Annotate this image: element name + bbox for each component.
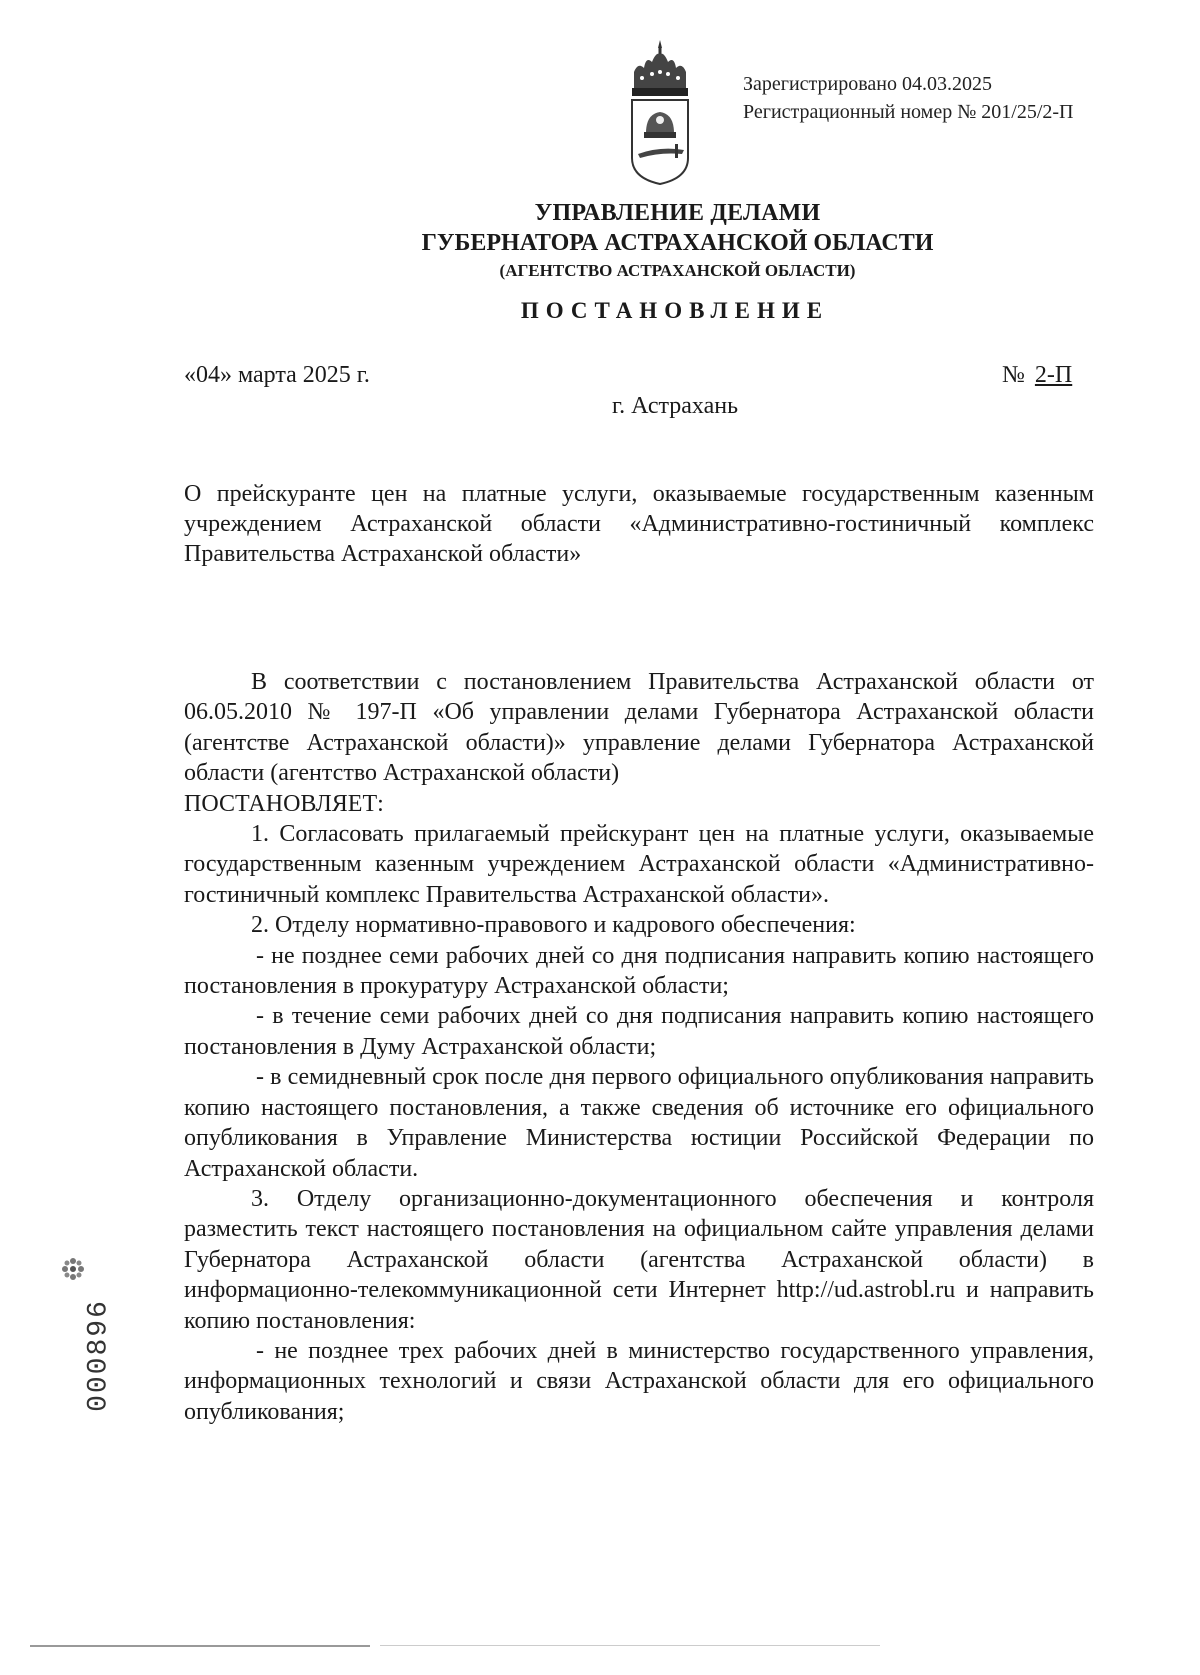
- list-subitem: - в течение семи рабочих дней со дня подписания направить копию настоящего постановления в Думу Астраханской области;: [184, 1003, 1094, 1060]
- list-item: 3. Отделу организационно-документационного обеспечения и контроля разместить текст настоящего постановления на официальном сайте управления делами Губернатора Астраханской области (агентства Астраханской области) в информационно-телекоммуникационной сети Интернет http://ud.astrobl.ru и направить копию постановления:: [184, 1185, 1094, 1334]
- agency-subtitle: (АГЕНТСТВО АСТРАХАНСКОЙ ОБЛАСТИ): [499, 261, 856, 280]
- list-subitem: - в семидневный срок после дня первого официального опубликования направить копию настоящего постановления, а также сведения об источнике его официального опубликования в Управление Министерства юстиции Российской Федерации по Астраханской области.: [184, 1064, 1094, 1182]
- document-city: г. Астрахань: [611, 393, 739, 419]
- flower-mark-icon: [60, 1256, 86, 1282]
- coat-of-arms-icon: [620, 38, 700, 188]
- bottom-divider: [380, 1645, 880, 1646]
- serial-number: 000896: [83, 1299, 115, 1412]
- document-number: [1002, 362, 1072, 389]
- resolves-heading: ПОСТАНОВЛЯЕТ:: [184, 790, 384, 817]
- agency-name-line1: УПРАВЛЕНИЕ ДЕЛАМИ: [534, 200, 821, 226]
- bottom-divider: [30, 1645, 370, 1647]
- agency-name-line2: ГУБЕРНАТОРА АСТРАХАНСКОЙ ОБЛАСТИ: [421, 230, 934, 256]
- registration-stamp: [743, 70, 1074, 126]
- list-item: 1. Согласовать прилагаемый прейскурант цен на платные услуги, оказываемые государственным казенным учреждением Астраханской области «Административно-гостиничный комплекс Правительства Астраханской области».: [184, 821, 1094, 908]
- registration-number: Регистрационный номер № 201/25/2-П: [743, 101, 1074, 123]
- document-header: [0, 198, 1200, 284]
- document-body: [184, 667, 1094, 1427]
- list-subitem: - не позднее семи рабочих дней со дня подписания направить копию настоящего постановления в прокуратуру Астраханской области;: [184, 942, 1094, 1000]
- document-number-value: 2-П: [1034, 362, 1073, 388]
- list-item: 2. Отделу нормативно-правового и кадрового обеспечения:: [251, 912, 856, 939]
- document-type-title: ПОСТАНОВЛЕНИЕ: [520, 298, 830, 323]
- list-subitem: - не позднее трех рабочих дней в министерство государственного управления, информационных технологий и связи Астраханской области для его официального опубликования;: [184, 1337, 1094, 1425]
- document-number-label: №: [1002, 362, 1025, 388]
- document-subject: О прейскуранте цен на платные услуги, оказываемые государственным казенным учреждением Астраханской области «Административно-гостиничный комплекс Правительства Астраханской области»: [184, 481, 1094, 567]
- registration-date: Зарегистрировано 04.03.2025: [743, 73, 993, 95]
- document-date: «04» марта 2025 г.: [184, 362, 370, 388]
- preamble-paragraph: В соответствии с постановлением Правительства Астраханской области от 06.05.2010 № 197-П «Об управлении делами Губернатора Астраханской области (агентстве Астраханской области)» управление делами Губернатора Астраханской области (агентство Астраханской области): [184, 669, 1094, 787]
